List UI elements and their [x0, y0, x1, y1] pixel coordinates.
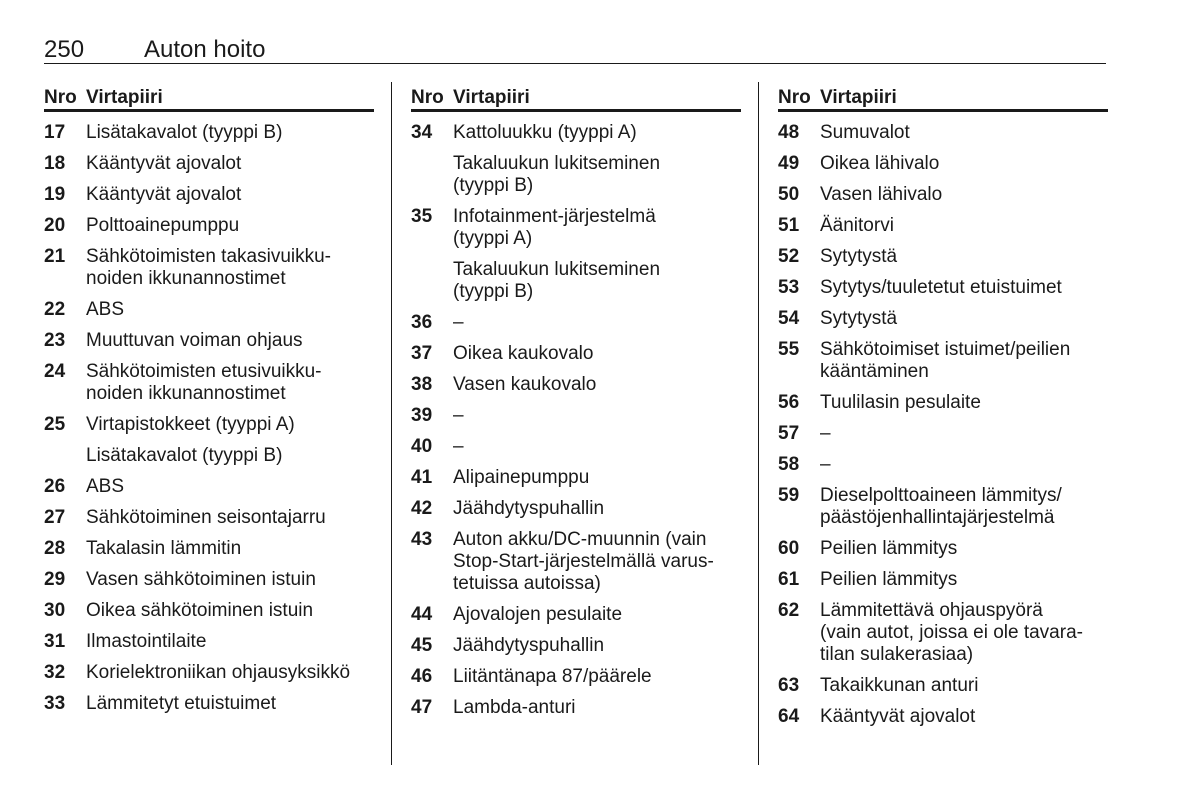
table-row [411, 529, 741, 595]
fuse-number: 31 [44, 631, 66, 652]
circuit-description-line: Sytytystä [820, 246, 898, 267]
table-row [44, 122, 374, 144]
circuit-description [86, 507, 374, 529]
table-row [411, 498, 741, 520]
section-title: Auton hoito [144, 36, 266, 63]
table-row [411, 405, 741, 427]
circuit-description-line: kääntäminen [820, 361, 929, 382]
circuit-description [820, 423, 1108, 445]
circuit-description-line: – [453, 436, 464, 457]
table-row [778, 308, 1108, 330]
column-divider [758, 82, 759, 765]
circuit-description [820, 485, 1108, 529]
table-row [778, 706, 1108, 728]
circuit-description [86, 330, 374, 352]
header-circuit: Virtapiiri [453, 87, 530, 108]
circuit-description [86, 631, 374, 653]
table-row [778, 339, 1108, 383]
table-row [778, 423, 1108, 445]
circuit-description-line: Peilien lämmitys [820, 538, 958, 559]
table-subrow [44, 445, 374, 467]
circuit-description [86, 246, 374, 290]
circuit-description-line: Polttoainepumppu [86, 215, 240, 236]
fuse-number: 51 [778, 215, 800, 236]
table-row [44, 215, 374, 237]
circuit-description-line: Infotainment-järjestelmä [453, 206, 656, 227]
circuit-description-line: (tyyppi A) [453, 228, 533, 249]
table-subrow [411, 153, 741, 197]
table-row [778, 569, 1108, 591]
table-row [44, 507, 374, 529]
header-divider [44, 63, 1106, 64]
circuit-description-line: Vasen kaukovalo [453, 374, 597, 395]
circuit-description-line: Sytytys/tuuletetut etuistuimet [820, 277, 1062, 298]
table-row [778, 246, 1108, 268]
fuse-number: 24 [44, 361, 66, 382]
circuit-description [820, 277, 1108, 299]
circuit-description [86, 538, 374, 560]
circuit-description-line: Takalasin lämmitin [86, 538, 242, 559]
fuse-number: 29 [44, 569, 66, 590]
circuit-description [820, 246, 1108, 268]
fuse-number: 28 [44, 538, 66, 559]
circuit-description-line: Ilmastointilaite [86, 631, 207, 652]
circuit-description-line: Sähkötoimisten etusivuikku- [86, 361, 322, 382]
circuit-description-line: noiden ikkunannostimet [86, 383, 286, 404]
table-row [411, 604, 741, 626]
circuit-description [453, 343, 741, 365]
fuse-number: 26 [44, 476, 66, 497]
circuit-description-line: Sytytystä [820, 308, 898, 329]
fuse-number: 58 [778, 454, 800, 475]
fuse-number: 40 [411, 436, 433, 457]
table-row [44, 153, 374, 175]
circuit-description-line: Auton akku/DC-muunnin (vain [453, 529, 707, 550]
circuit-description-line: noiden ikkunannostimet [86, 268, 286, 289]
fuse-number: 19 [44, 184, 66, 205]
circuit-description [453, 405, 741, 427]
circuit-description-line: Oikea lähivalo [820, 153, 940, 174]
table-row [44, 538, 374, 560]
circuit-description-line: Dieselpolttoaineen lämmitys/ [820, 485, 1062, 506]
circuit-description [86, 153, 374, 175]
fuse-number: 43 [411, 529, 433, 550]
circuit-description [820, 569, 1108, 591]
table-subrow [411, 259, 741, 303]
circuit-description [820, 706, 1108, 728]
table-row [778, 184, 1108, 206]
table-row [44, 361, 374, 405]
fuse-number: 63 [778, 675, 800, 696]
table-row [44, 600, 374, 622]
table-row [411, 635, 741, 657]
table-row [44, 299, 374, 321]
circuit-description [86, 215, 374, 237]
circuit-description [820, 392, 1108, 414]
table-row [411, 467, 741, 489]
table-row [778, 675, 1108, 697]
circuit-description-line: – [453, 405, 464, 426]
table-row [44, 476, 374, 498]
table-row [44, 414, 374, 436]
circuit-description-line: Lisätakavalot (tyyppi B) [86, 445, 283, 466]
fuse-number: 46 [411, 666, 433, 687]
fuse-number: 25 [44, 414, 66, 435]
fuse-number: 21 [44, 246, 66, 267]
header-circuit: Virtapiiri [86, 87, 163, 108]
table-row [44, 184, 374, 206]
fuse-number: 49 [778, 153, 800, 174]
circuit-description [86, 414, 374, 436]
circuit-description [453, 312, 741, 334]
circuit-description [820, 454, 1108, 476]
circuit-description [453, 666, 741, 688]
table-row [778, 153, 1108, 175]
circuit-description [453, 635, 741, 657]
header-nro: Nro [411, 87, 444, 108]
circuit-description [86, 361, 374, 405]
circuit-description [86, 476, 374, 498]
table-row [44, 693, 374, 715]
table-row [778, 485, 1108, 529]
circuit-description-line: Lämmitettävä ohjauspyörä [820, 600, 1043, 621]
fuse-number: 60 [778, 538, 800, 559]
circuit-description-line: päästöjenhallintajärjestelmä [820, 507, 1055, 528]
fuse-number: 64 [778, 706, 800, 727]
circuit-description-line: Lisätakavalot (tyyppi B) [86, 122, 283, 143]
fuse-number: 27 [44, 507, 66, 528]
table-row [411, 666, 741, 688]
table-row [778, 122, 1108, 144]
fuse-number: 55 [778, 339, 800, 360]
circuit-description-line: Tuulilasin pesulaite [820, 392, 981, 413]
fuse-number: 39 [411, 405, 433, 426]
page-number: 250 [44, 36, 85, 63]
fuse-number: 61 [778, 569, 800, 590]
fuse-number: 59 [778, 485, 800, 506]
circuit-description [86, 600, 374, 622]
circuit-description [453, 122, 741, 144]
header-nro: Nro [778, 87, 811, 108]
circuit-description-line: Liitäntänapa 87/päärele [453, 666, 652, 687]
table-row [778, 215, 1108, 237]
table-row [778, 454, 1108, 476]
table-row [44, 330, 374, 352]
table-row [411, 374, 741, 396]
circuit-description-line: Kääntyvät ajovalot [86, 184, 242, 205]
table-row [778, 600, 1108, 666]
fuse-number: 17 [44, 122, 66, 143]
fuse-number: 35 [411, 206, 433, 227]
circuit-description-line: Sähkötoimisten takasivuikku- [86, 246, 331, 267]
circuit-description-line: Muuttuvan voiman ohjaus [86, 330, 303, 351]
fuse-number: 18 [44, 153, 66, 174]
circuit-description [453, 374, 741, 396]
fuse-number: 48 [778, 122, 800, 143]
circuit-description [820, 184, 1108, 206]
circuit-description-line: ABS [86, 476, 125, 497]
table-row [778, 277, 1108, 299]
table-row [778, 392, 1108, 414]
circuit-description-line: (tyyppi B) [453, 281, 534, 302]
circuit-description-line: Sähkötoiminen seisontajarru [86, 507, 326, 528]
circuit-description-line: (vain autot, joissa ei ole tavara- [820, 622, 1083, 643]
circuit-description [820, 600, 1108, 666]
fuse-number: 50 [778, 184, 800, 205]
circuit-description-line: Sähkötoimiset istuimet/peilien [820, 339, 1071, 360]
circuit-description-line: – [820, 454, 831, 475]
fuse-number: 52 [778, 246, 800, 267]
fuse-number: 22 [44, 299, 66, 320]
table-row [44, 569, 374, 591]
fuse-number: 34 [411, 122, 433, 143]
table-row [411, 122, 741, 144]
fuse-table-column-1 [44, 87, 374, 724]
fuse-number: 47 [411, 697, 433, 718]
fuse-number: 20 [44, 215, 66, 236]
circuit-description-line: Lambda-anturi [453, 697, 576, 718]
fuse-number: 57 [778, 423, 800, 444]
fuse-number: 38 [411, 374, 433, 395]
circuit-description [453, 604, 741, 626]
table-row [411, 436, 741, 458]
circuit-description-line: Takaluukun lukitseminen [453, 153, 661, 174]
fuse-number: 23 [44, 330, 66, 351]
circuit-description-line: Takaluukun lukitseminen [453, 259, 661, 280]
circuit-description-line: Jäähdytyspuhallin [453, 498, 605, 519]
fuse-number: 33 [44, 693, 66, 714]
fuse-number: 37 [411, 343, 433, 364]
circuit-description-line: – [453, 312, 464, 333]
circuit-description [820, 153, 1108, 175]
circuit-description-line: Oikea kaukovalo [453, 343, 594, 364]
fuse-number: 41 [411, 467, 433, 488]
circuit-description-line: Virtapistokkeet (tyyppi A) [86, 414, 295, 435]
table-row [44, 662, 374, 684]
table-row [44, 631, 374, 653]
circuit-description-line: Kääntyvät ajovalot [820, 706, 976, 727]
table-row [411, 312, 741, 334]
circuit-description [820, 339, 1108, 383]
circuit-description-line: Vasen lähivalo [820, 184, 943, 205]
circuit-description-line: tilan sulakerasiaa) [820, 644, 974, 665]
circuit-description-line: Vasen sähkötoiminen istuin [86, 569, 316, 590]
fuse-number: 53 [778, 277, 800, 298]
table-row [411, 206, 741, 250]
circuit-description [453, 697, 741, 719]
table-row [411, 697, 741, 719]
table-row [778, 538, 1108, 560]
header-nro: Nro [44, 87, 77, 108]
circuit-description [453, 436, 741, 458]
fuse-table-column-3 [778, 87, 1108, 737]
fuse-number: 42 [411, 498, 433, 519]
circuit-description [453, 467, 741, 489]
table-header [778, 87, 1108, 112]
circuit-description [453, 498, 741, 520]
circuit-description [453, 529, 741, 595]
circuit-description-line: Jäähdytyspuhallin [453, 635, 605, 656]
circuit-description-line: Ajovalojen pesulaite [453, 604, 623, 625]
fuse-number: 44 [411, 604, 433, 625]
circuit-description [86, 569, 374, 591]
table-header [44, 87, 374, 112]
circuit-description [820, 122, 1108, 144]
fuse-number: 30 [44, 600, 66, 621]
circuit-description [820, 308, 1108, 330]
circuit-description-line: Peilien lämmitys [820, 569, 958, 590]
circuit-description-line: tetuissa autoissa) [453, 573, 601, 594]
circuit-description [453, 206, 741, 250]
circuit-description-line: Oikea sähkötoiminen istuin [86, 600, 314, 621]
circuit-description-line: Takaikkunan anturi [820, 675, 979, 696]
circuit-description [86, 299, 374, 321]
circuit-description-line: – [820, 423, 831, 444]
fuse-table-column-2 [411, 87, 741, 728]
circuit-description [820, 538, 1108, 560]
circuit-description [820, 215, 1108, 237]
circuit-description-line: Kääntyvät ajovalot [86, 153, 242, 174]
circuit-description-line: Äänitorvi [820, 215, 894, 236]
circuit-description-line: ABS [86, 299, 125, 320]
circuit-description [86, 184, 374, 206]
table-header [411, 87, 741, 112]
fuse-number: 54 [778, 308, 800, 329]
circuit-description-line: Stop-Start-järjestelmällä varus- [453, 551, 714, 572]
circuit-description-line: Alipainepumppu [453, 467, 590, 488]
circuit-description-line: Korielektroniikan ohjausyksikkö [86, 662, 351, 683]
header-circuit: Virtapiiri [820, 87, 897, 108]
circuit-description [820, 675, 1108, 697]
circuit-description [86, 122, 374, 144]
fuse-number: 56 [778, 392, 800, 413]
circuit-description [86, 693, 374, 715]
circuit-description-line: Lämmitetyt etuistuimet [86, 693, 277, 714]
table-row [44, 246, 374, 290]
circuit-description [86, 662, 374, 684]
fuse-number: 62 [778, 600, 800, 621]
circuit-description-line: Sumuvalot [820, 122, 910, 143]
table-row [411, 343, 741, 365]
circuit-description-line: Kattoluukku (tyyppi A) [453, 122, 637, 143]
fuse-number: 32 [44, 662, 66, 683]
fuse-number: 36 [411, 312, 433, 333]
column-divider [391, 82, 392, 765]
fuse-number: 45 [411, 635, 433, 656]
circuit-description-line: (tyyppi B) [453, 175, 534, 196]
